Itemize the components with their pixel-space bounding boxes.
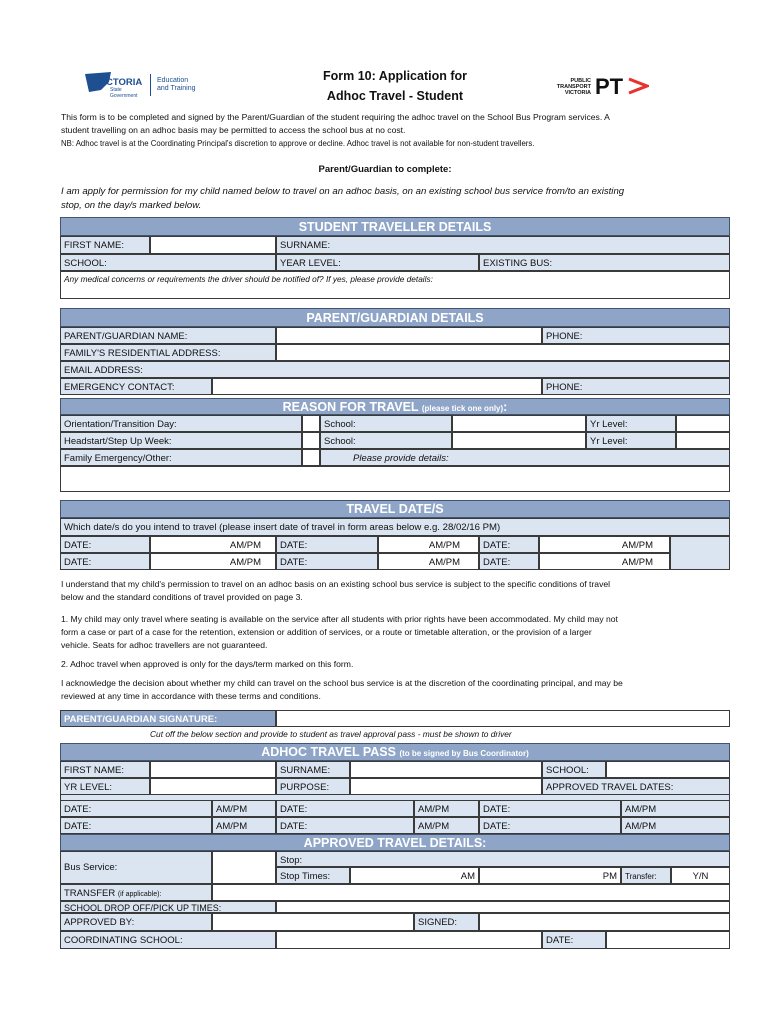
terms-1b: below and the standard conditions of travel provided on page 3. xyxy=(61,592,303,602)
signature-label: PARENT/GUARDIAN SIGNATURE: xyxy=(60,710,276,727)
orientation-checkbox[interactable] xyxy=(302,415,320,432)
am-label: AM xyxy=(460,871,475,882)
pass-surname-input[interactable] xyxy=(350,761,542,778)
terms-2a: 1. My child may only travel where seating is available on the service after all students with prior rights have been accommodated. My child may not xyxy=(61,614,618,624)
date-input[interactable] xyxy=(539,553,670,570)
approved-by-label: APPROVED BY: xyxy=(60,913,212,931)
terms-4a: I acknowledge the decision about whether my child can travel on the school bus service is at the discretion of the coordinating principal, and may be xyxy=(61,678,623,688)
ampm: AM/PM xyxy=(621,540,653,551)
year-level-label: YEAR LEVEL: xyxy=(280,258,341,269)
dates-question: Which date/s do you intend to travel (please insert date of travel in form areas below e.g. 28/02/16 PM) xyxy=(60,518,730,536)
ptv-arrow-icon xyxy=(627,77,649,95)
reason-colon: : xyxy=(503,400,508,414)
if-applicable: (if applicable): xyxy=(117,891,162,898)
pass-date-label: DATE: xyxy=(60,800,212,817)
yr-label-1: Yr Level: xyxy=(586,415,676,432)
pass-date-label: DATE: xyxy=(60,817,212,834)
pm-label: PM xyxy=(602,871,617,882)
school-label: SCHOOL: xyxy=(64,258,107,269)
terms-2b: form a case or part of a case for the retention, extension or addition of services, or a route or timetable alteration, or the provision of a larger xyxy=(61,627,592,637)
cut-line: Cut off the below section and provide to student as travel approval pass - must be shown to driver xyxy=(150,729,512,739)
dates-spacer xyxy=(670,536,730,570)
existing-bus-label: EXISTING BUS: xyxy=(483,258,553,269)
school-label-1: School: xyxy=(320,415,452,432)
transfer-label: Transfer: xyxy=(621,867,671,884)
family-label: Family Emergency/Other: xyxy=(60,449,302,466)
transfer-row-title: TRANSFER xyxy=(64,888,116,899)
pass-ampm[interactable]: AM/PM xyxy=(414,817,479,834)
details-label: Please provide details: xyxy=(353,453,449,464)
date-input[interactable] xyxy=(150,536,276,553)
pass-school-label: SCHOOL: xyxy=(542,761,606,778)
date-input[interactable] xyxy=(378,536,479,553)
bus-service-label: Bus Service: xyxy=(60,851,212,884)
state-label: State xyxy=(110,87,122,93)
transfer-row-label xyxy=(60,884,212,901)
pass-first-name-label: FIRST NAME: xyxy=(60,761,150,778)
coord-school-label: COORDINATING SCHOOL: xyxy=(60,931,276,949)
yr-input-2[interactable] xyxy=(676,432,730,449)
date-label: DATE: xyxy=(276,553,378,570)
school-label-2: School: xyxy=(320,432,452,449)
reason-title: REASON FOR TRAVEL xyxy=(282,400,419,414)
pass-purpose-label: PURPOSE: xyxy=(276,778,350,795)
signed-input[interactable] xyxy=(479,913,730,931)
terms-1a: I understand that my child's permission to travel on an adhoc basis on an existing school bus service is subject to the specific conditions of travel xyxy=(61,579,611,589)
medical-field[interactable] xyxy=(60,271,730,299)
terms-4b: reviewed at any time in accordance with these terms and conditions. xyxy=(61,691,321,701)
ampm: AM/PM xyxy=(229,540,261,551)
ptv-line2: TRANSPORT xyxy=(556,84,591,90)
pm-input[interactable] xyxy=(479,867,621,884)
complete-heading: Parent/Guardian to complete: xyxy=(318,164,452,175)
stop-label: Stop: xyxy=(280,855,303,866)
ptv-logo xyxy=(545,74,655,104)
intro-p1: This form is to be completed and signed by the Parent/Guardian of the student requiring the adhoc travel on the School Bus Program services. A xyxy=(61,112,610,122)
surname-label: SURNAME: xyxy=(280,240,331,251)
phone2-label: PHONE: xyxy=(546,382,583,393)
ampm: AM/PM xyxy=(621,557,653,568)
dropoff-input[interactable] xyxy=(276,901,730,913)
pass-surname-label: SURNAME: xyxy=(276,761,350,778)
coord-school-input[interactable] xyxy=(276,931,542,949)
signature-input[interactable] xyxy=(276,710,730,727)
dates-header: TRAVEL DATE/S xyxy=(60,500,730,518)
parent-name-label: PARENT/GUARDIAN NAME: xyxy=(60,327,276,344)
pass-title: ADHOC TRAVEL PASS xyxy=(261,745,396,759)
victoria-brand: VICTORIA xyxy=(97,77,143,88)
logo-divider xyxy=(150,74,151,96)
pass-ampm[interactable]: AM/PM xyxy=(621,817,730,834)
pass-yr-input[interactable] xyxy=(150,778,276,795)
ampm: AM/PM xyxy=(428,557,460,568)
pass-ampm[interactable]: AM/PM xyxy=(212,817,276,834)
school-input-1[interactable] xyxy=(452,415,586,432)
details-field[interactable] xyxy=(320,449,730,466)
stop-field[interactable] xyxy=(276,851,730,867)
pass-header xyxy=(60,743,730,761)
final-date-label: DATE: xyxy=(542,931,606,949)
pass-first-name-input[interactable] xyxy=(150,761,276,778)
title xyxy=(250,66,540,106)
medical-label: Any medical concerns or requirements the driver should be notified of? If yes, please provide details: xyxy=(64,274,433,284)
existing-bus-field[interactable] xyxy=(479,254,730,271)
school-input-2[interactable] xyxy=(452,432,586,449)
details-input[interactable] xyxy=(60,466,730,492)
approved-by-input[interactable] xyxy=(212,913,414,931)
student-header: STUDENT TRAVELLER DETAILS xyxy=(60,217,730,236)
reason-note: (please tick one only) xyxy=(421,404,504,413)
orientation-label: Orientation/Transition Day: xyxy=(60,415,302,432)
yr-input-1[interactable] xyxy=(676,415,730,432)
date-input[interactable] xyxy=(378,553,479,570)
signed-label: SIGNED: xyxy=(414,913,479,931)
transfer-yn[interactable]: Y/N xyxy=(671,867,730,884)
emergency-input[interactable] xyxy=(212,378,542,395)
headstart-checkbox[interactable] xyxy=(302,432,320,449)
address-input[interactable] xyxy=(276,344,730,361)
ptv-line1: PUBLIC xyxy=(570,78,591,84)
am-input[interactable] xyxy=(350,867,479,884)
dept-line1: Education xyxy=(157,77,189,84)
date-label: DATE: xyxy=(276,536,378,553)
headstart-label: Headstart/Step Up Week: xyxy=(60,432,302,449)
transfer-input[interactable] xyxy=(212,884,730,901)
parent-header: PARENT/GUARDIAN DETAILS xyxy=(60,308,730,327)
pass-date-label: DATE: xyxy=(276,817,414,834)
pass-school-input[interactable] xyxy=(606,761,730,778)
pass-yr-label: YR LEVEL: xyxy=(60,778,150,795)
date-input[interactable] xyxy=(539,536,670,553)
pass-ampm[interactable]: AM/PM xyxy=(212,800,276,817)
pass-ampm[interactable]: AM/PM xyxy=(414,800,479,817)
phone-label: PHONE: xyxy=(546,331,583,342)
pass-approved-dates-label: APPROVED TRAVEL DATES: xyxy=(542,778,730,795)
first-name-input[interactable] xyxy=(150,236,276,254)
year-level-field[interactable] xyxy=(276,254,479,271)
request-line2: stop, on the day/s marked below. xyxy=(61,200,202,211)
ampm: AM/PM xyxy=(428,540,460,551)
date-label: DATE: xyxy=(60,536,150,553)
school-field[interactable] xyxy=(60,254,276,271)
dropoff-label: SCHOOL DROP OFF/PICK UP TIMES: xyxy=(60,901,276,913)
terms-2c: vehicle. Seats for adhoc travellers are not guaranteed. xyxy=(61,640,268,650)
bus-service-input[interactable] xyxy=(212,851,276,884)
yr-label-2: Yr Level: xyxy=(586,432,676,449)
surname-field[interactable] xyxy=(276,236,730,254)
pass-date-label: DATE: xyxy=(479,800,621,817)
pass-purpose-input[interactable] xyxy=(350,778,542,795)
date-label: DATE: xyxy=(60,553,150,570)
pass-ampm[interactable]: AM/PM xyxy=(621,800,730,817)
ptv-line3: VICTORIA xyxy=(564,90,591,96)
stop-times-label: Stop Times: xyxy=(276,867,350,884)
email-field[interactable] xyxy=(60,361,730,378)
date-input[interactable] xyxy=(150,553,276,570)
pass-date-label: DATE: xyxy=(276,800,414,817)
government-label: Government xyxy=(110,93,138,99)
intro-p1b: student travelling on an adhoc basis may be permitted to access the school bus at no cost. xyxy=(61,125,406,135)
email-label: EMAIL ADDRESS: xyxy=(64,365,143,376)
pass-note: (to be signed by Bus Coordinator) xyxy=(399,749,529,758)
terms-3: 2. Adhoc travel when approved is only for the days/term marked on this form. xyxy=(61,659,354,669)
emergency-label: EMERGENCY CONTACT: xyxy=(60,378,212,395)
title-line2: Adhoc Travel - Student xyxy=(326,89,464,103)
pt-mark: PT xyxy=(595,74,624,99)
parent-name-input[interactable] xyxy=(276,327,542,344)
date-label: DATE: xyxy=(479,553,539,570)
intro-nb: NB: Adhoc travel is at the Coordinating Principal's discretion to approve or decline. Adhoc travel is not available for non-student travellers. xyxy=(61,139,535,148)
title-line1: Form 10: Application for xyxy=(323,69,467,83)
address-label: FAMILY'S RESIDENTIAL ADDRESS: xyxy=(60,344,276,361)
ampm: AM/PM xyxy=(229,557,261,568)
phone-field[interactable] xyxy=(542,327,730,344)
victoria-logo xyxy=(83,68,203,102)
approved-header: APPROVED TRAVEL DETAILS: xyxy=(60,834,730,851)
family-checkbox[interactable] xyxy=(302,449,320,466)
pass-date-label: DATE: xyxy=(479,817,621,834)
phone2-field[interactable] xyxy=(542,378,730,395)
dept-line2: and Training xyxy=(157,85,196,92)
request-line1: I am apply for permission for my child named below to travel on an adhoc basis, on an existing school bus service from/to an existing xyxy=(61,186,625,197)
final-date-input[interactable] xyxy=(606,931,730,949)
reason-header xyxy=(60,398,730,415)
date-label: DATE: xyxy=(479,536,539,553)
first-name-label: FIRST NAME: xyxy=(60,236,150,254)
